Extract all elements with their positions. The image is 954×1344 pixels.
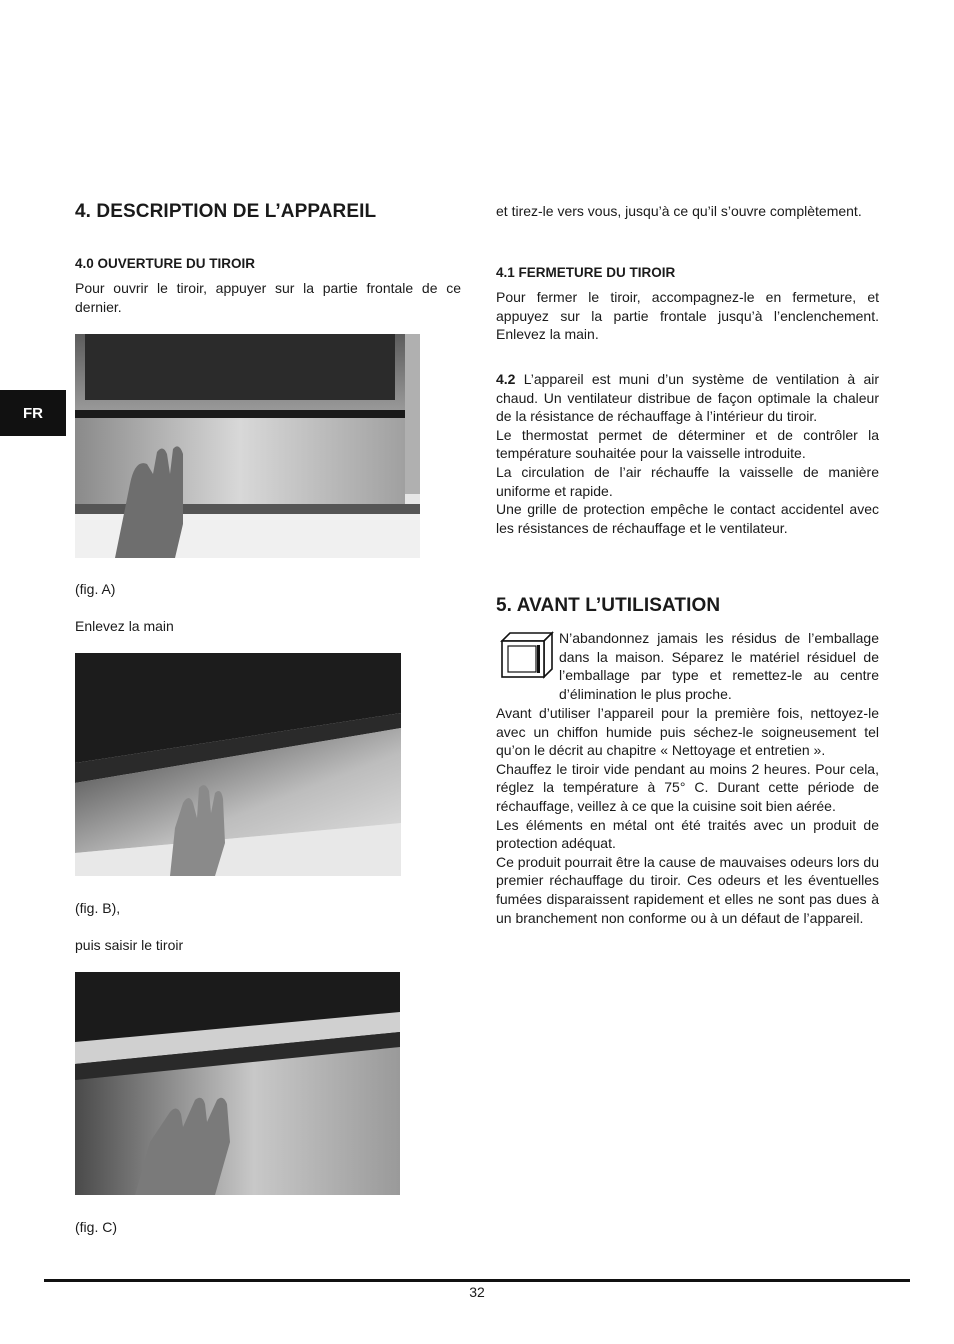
continued-text: et tirez-le vers vous, jusqu’à ce qu’il s’ouvre complètement. bbox=[496, 203, 862, 219]
figure-b-caption: (fig. B), bbox=[75, 900, 121, 916]
remove-hand-text: Enlevez la main bbox=[75, 618, 174, 634]
section-5-packaging-text: N’abandonnez jamais les résidus de l’emballage dans la maison. Séparez le matériel résiduel de l’emballage par type et remettez-le au centre d’élimination le plus proche. bbox=[559, 630, 879, 702]
section-4-0-text: Pour ouvrir le tiroir, appuyer sur la partie frontale de ce dernier. bbox=[75, 280, 461, 315]
then-grab-drawer-text: puis saisir le tiroir bbox=[75, 937, 184, 953]
section-5-heading: 5. AVANT L’UTILISATION bbox=[496, 595, 721, 616]
figure-c-caption: (fig. C) bbox=[75, 1219, 117, 1235]
section-5-text bbox=[496, 704, 879, 927]
section-4-1-heading: 4.1 FERMETURE DU TIROIR bbox=[496, 265, 676, 280]
section-4-1-text: Pour fermer le tiroir, accompagnez-le en fermeture, et appuyez sur la partie frontale jusqu’à l’enclenchement. Enlevez la main. bbox=[496, 289, 879, 343]
figure-a-caption: (fig. A) bbox=[75, 581, 116, 597]
section-4-0-heading: 4.0 OUVERTURE DU TIROIR bbox=[75, 256, 256, 271]
section-5-odours: Ce produit pourrait être la cause de mauvaises odeurs lors du premier réchauffage du tiroir. Ces odeurs et les éventuelles fumées disparaissent rapidement et elles ne sont pas dues à un branchement non conforme ou à un défaut de l’appareil. bbox=[496, 853, 879, 926]
footer-rule bbox=[44, 1279, 910, 1282]
language-tab: FR bbox=[0, 390, 66, 436]
section-4-2-air: La circulation de l’air réchauffe la vaisselle de manière uniforme et rapide. bbox=[496, 463, 879, 499]
figure-a-photo bbox=[75, 334, 420, 558]
section-4-2-thermostat: Le thermostat permet de déterminer et de contrôler la température souhaitée pour la vaisselle introduite. bbox=[496, 426, 879, 462]
figure-c-photo bbox=[75, 972, 400, 1195]
section-4-2-grille: Une grille de protection empêche le contact accidentel avec les résistances de réchauffage et le ventilateur. bbox=[496, 501, 879, 536]
page-number: 32 bbox=[469, 1284, 485, 1300]
packaging-box-icon bbox=[496, 629, 554, 681]
section-5-heating: Chauffez le tiroir vide pendant au moins 2 heures. Pour cela, réglez la température à 75° C. Durant cette période de réchauffage, veillez à ce que la cuisine soit bien aérée. bbox=[496, 760, 879, 814]
section-4-2-intro: L’appareil est muni d’un système de ventilation à air chaud. Un ventilateur distribue de façon optimale la chaleur de la résistance de réchauffage à l’intérieur du tiroir. bbox=[496, 371, 879, 425]
section-4-2-text bbox=[496, 370, 879, 537]
section-4-heading: 4. DESCRIPTION DE L’APPAREIL bbox=[75, 201, 377, 222]
section-5-metal: Les éléments en métal ont été traités avec un produit de protection adéquat. bbox=[496, 816, 879, 852]
section-4-2-number: 4.2 bbox=[496, 371, 516, 387]
figure-b-photo bbox=[75, 653, 401, 876]
section-5-cleaning: Avant d’utiliser l’appareil pour la première fois, nettoyez-le avec un chiffon humide puis séchez-le soigneusement tel qu’on le décrit au chapitre « Nettoyage et entretien ». bbox=[496, 705, 879, 759]
